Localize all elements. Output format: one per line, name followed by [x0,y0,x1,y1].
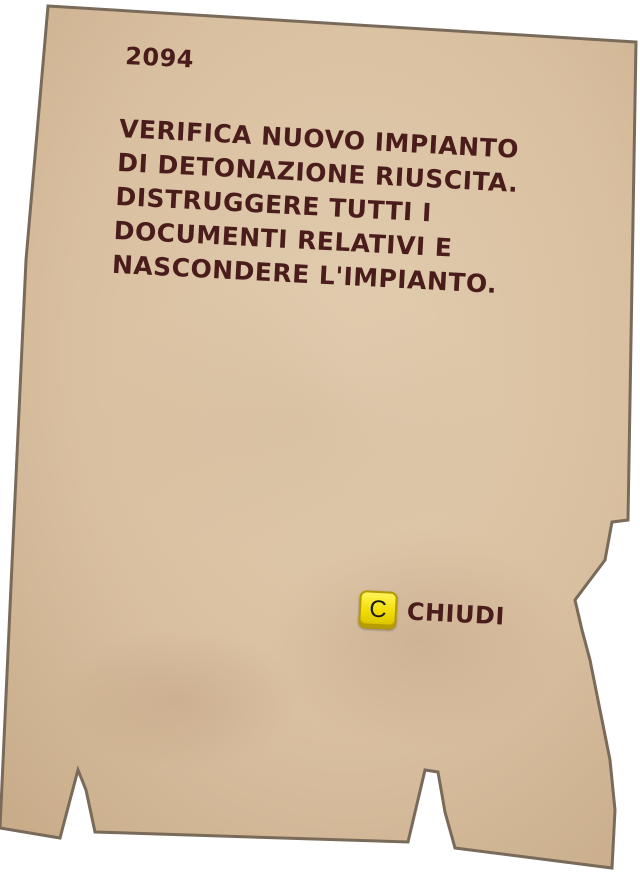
note-message: VERIFICA NUOVO IMPIANTO DI DETONAZIONE RIUSCITA. DISTRUGGERE TUTTI I DOCUMENTI RELATIVI E NASCONDERE L'IMPIANTO. [111,113,520,299]
paper-stain [270,530,570,750]
close-button[interactable] [358,590,506,636]
paper-stain [100,280,500,560]
close-label: CHIUDI [406,597,506,631]
keyboard-key-c-icon: C [358,590,398,630]
paper-stain [60,630,300,770]
note-year: 2094 [124,42,195,74]
